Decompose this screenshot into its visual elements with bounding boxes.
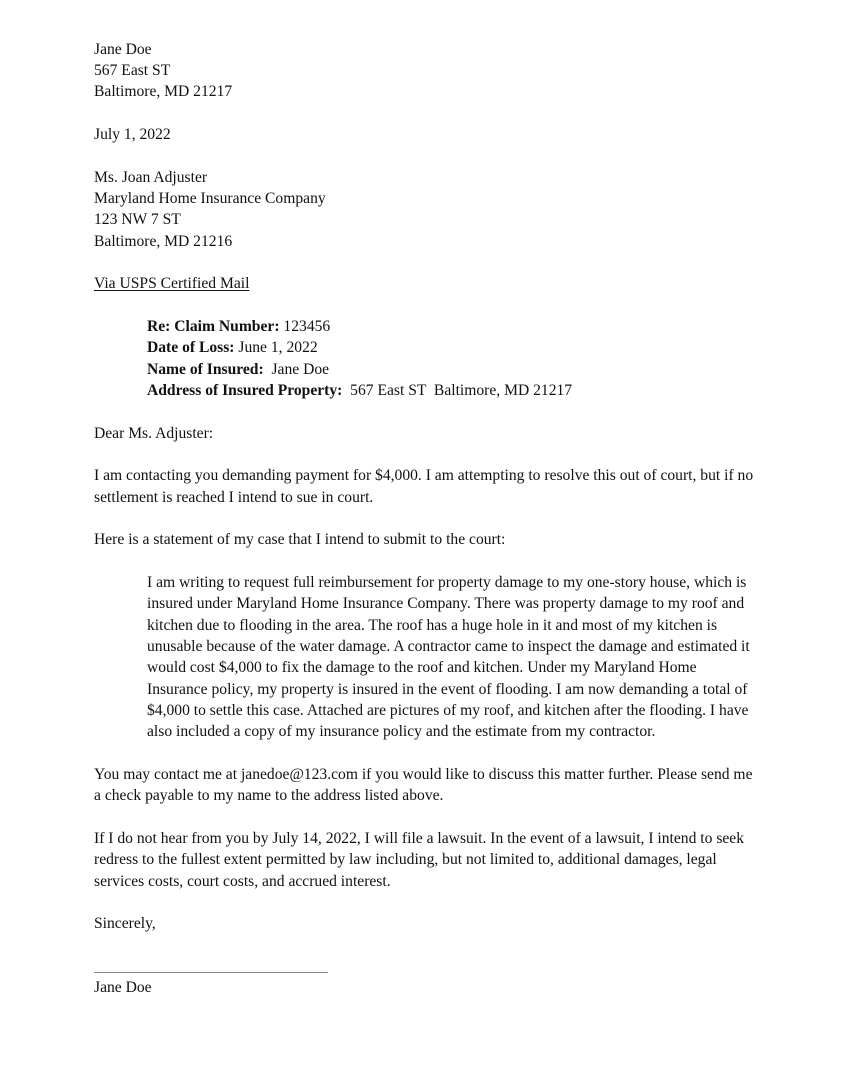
claim-number-line (147, 316, 330, 337)
name-of-insured-label: Name of Insured: (147, 361, 264, 378)
insured-address-line (147, 380, 572, 401)
recipient-company: Maryland Home Insurance Company (94, 190, 326, 207)
letter-date: July 1, 2022 (94, 126, 171, 143)
recipient-city-state-zip: Baltimore, MD 21216 (94, 233, 233, 250)
paragraph-4-line: redress to the fullest extent permitted by law including, but not limited to, additional damages, legal (94, 851, 717, 868)
signature-name: Jane Doe (94, 979, 152, 996)
statement-line: Insurance policy, my property is insured in the event of flooding. I am now demanding a total of (147, 681, 748, 698)
sender-name: Jane Doe (94, 41, 152, 58)
paragraph-4-line: If I do not hear from you by July 14, 2022, I will file a lawsuit. In the event of a lawsuit, I intend to seek (94, 830, 745, 847)
recipient-name: Ms. Joan Adjuster (94, 169, 208, 186)
date-of-loss-label: Date of Loss: (147, 339, 235, 356)
insured-address-label: Address of Insured Property: (147, 382, 343, 399)
insured-address-value: 567 East ST Baltimore, MD 21217 (342, 382, 573, 399)
closing: Sincerely, (94, 915, 156, 932)
statement-line: also included a copy of my insurance policy and the estimate from my contractor. (147, 723, 656, 740)
sender-street: 567 East ST (94, 62, 171, 79)
statement-line: unusable because of the water damage. A contractor came to inspect the damage and estimated it (147, 638, 750, 655)
statement-line: $4,000 to settle this case. Attached are pictures of my roof, and kitchen after the flooding. I have (147, 702, 749, 719)
paragraph-1-line: I am contacting you demanding payment for $4,000. I am attempting to resolve this out of court, but if no (94, 467, 754, 484)
name-of-insured-line (147, 359, 329, 380)
recipient-street: 123 NW 7 ST (94, 211, 181, 228)
name-of-insured-value: Jane Doe (263, 361, 330, 378)
signature-line (94, 972, 328, 973)
paragraph-3-line: a check payable to my name to the address listed above. (94, 787, 444, 804)
paragraph-4-line: services costs, court costs, and accrued interest. (94, 873, 391, 890)
paragraph-1-line: settlement is reached I intend to sue in court. (94, 489, 374, 506)
paragraph-3-line: You may contact me at janedoe@123.com if you would like to discuss this matter further. Please send me (94, 766, 753, 783)
date-of-loss-line (147, 337, 318, 358)
statement-line: kitchen due to flooding in the area. The roof has a huge hole in it and most of my kitchen is (147, 617, 718, 634)
paragraph-2: Here is a statement of my case that I intend to submit to the court: (94, 531, 506, 548)
salutation: Dear Ms. Adjuster: (94, 425, 214, 442)
statement-line: insured under Maryland Home Insurance Company. There was property damage to my roof and (147, 595, 745, 612)
sender-city-state-zip: Baltimore, MD 21217 (94, 83, 233, 100)
date-of-loss-value: June 1, 2022 (234, 339, 318, 356)
statement-line: I am writing to request full reimbursement for property damage to my one-story house, which is (147, 574, 747, 591)
delivery-method: Via USPS Certified Mail (94, 275, 250, 292)
statement-line: would cost $4,000 to fix the damage to the roof and kitchen. Under my Maryland Home (147, 659, 697, 676)
claim-number-label: Re: Claim Number: (147, 318, 280, 335)
claim-number-value: 123456 (279, 318, 331, 335)
